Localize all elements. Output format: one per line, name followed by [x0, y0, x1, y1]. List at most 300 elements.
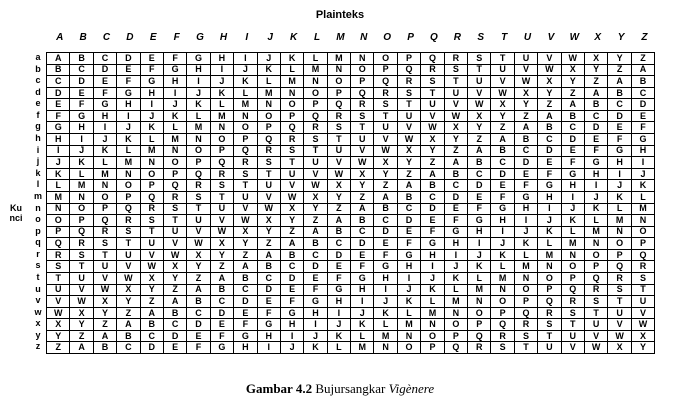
table-cell: A	[468, 146, 491, 158]
table-cell: K	[374, 308, 397, 320]
table-cell: K	[187, 99, 210, 111]
table-cell: R	[351, 99, 374, 111]
table-cell: M	[491, 273, 514, 285]
table-cell: C	[304, 250, 327, 262]
table-cell: O	[351, 65, 374, 77]
table-cell: E	[117, 65, 140, 77]
table-cell: W	[187, 238, 210, 250]
table-cell: P	[351, 76, 374, 88]
table-cell: S	[234, 169, 257, 181]
row-label: h	[35, 133, 41, 144]
table-cell: I	[374, 285, 397, 297]
table-cell: J	[608, 180, 631, 192]
row-label: s	[35, 260, 41, 271]
table-cell: P	[141, 180, 164, 192]
table-cell: G	[187, 53, 210, 65]
table-cell: G	[351, 273, 374, 285]
table-cell: L	[328, 342, 351, 354]
table-cell: X	[632, 331, 655, 343]
table-cell: J	[585, 192, 608, 204]
table-cell: Q	[328, 99, 351, 111]
table-cell: L	[211, 99, 234, 111]
table-cell: F	[515, 180, 538, 192]
table-cell: R	[585, 285, 608, 297]
table-cell: A	[281, 238, 304, 250]
table-cell: C	[47, 76, 70, 88]
table-cell: O	[94, 192, 117, 204]
table-cell: S	[374, 99, 397, 111]
table-cell: S	[187, 192, 210, 204]
row-label: n	[35, 202, 41, 213]
table-cell: B	[234, 273, 257, 285]
table-cell: Z	[70, 331, 93, 343]
table-cell: T	[562, 319, 585, 331]
table-cell: Z	[304, 215, 327, 227]
table-cell: B	[632, 76, 655, 88]
table-cell: Z	[164, 285, 187, 297]
table-cell: D	[468, 180, 491, 192]
table-cell: O	[70, 204, 93, 216]
table-cell: N	[94, 180, 117, 192]
table-cell: P	[515, 296, 538, 308]
table-cell: S	[304, 134, 327, 146]
table-cell: D	[47, 88, 70, 100]
column-header: O	[383, 32, 392, 43]
table-cell: L	[398, 308, 421, 320]
table-cell: M	[234, 99, 257, 111]
table-cell: G	[234, 331, 257, 343]
table-cell: X	[211, 238, 234, 250]
table-cell: H	[328, 296, 351, 308]
column-header: T	[501, 32, 508, 43]
table-cell: U	[328, 146, 351, 158]
table-cell: H	[562, 180, 585, 192]
table-cell: X	[538, 76, 561, 88]
caption-name: Vigènere	[388, 381, 435, 396]
table-cell: D	[304, 261, 327, 273]
table-cell: E	[374, 238, 397, 250]
table-cell: K	[398, 296, 421, 308]
table-cell: T	[585, 308, 608, 320]
table-cell: K	[515, 238, 538, 250]
table-cell: J	[445, 261, 468, 273]
table-cell: V	[70, 285, 93, 297]
table-cell: E	[538, 157, 561, 169]
table-cell: E	[141, 53, 164, 65]
table-cell: G	[468, 215, 491, 227]
table-cell: S	[164, 204, 187, 216]
table-cell: P	[94, 204, 117, 216]
table-cell: A	[211, 273, 234, 285]
table-cell: D	[258, 285, 281, 297]
table-cell: A	[117, 319, 140, 331]
table-cell: W	[304, 180, 327, 192]
table-cell: C	[445, 180, 468, 192]
table-cell: O	[398, 342, 421, 354]
table-cell: C	[468, 169, 491, 181]
row-label: k	[35, 167, 41, 178]
table-cell: M	[47, 192, 70, 204]
table-cell: I	[491, 227, 514, 239]
table-cell: L	[164, 122, 187, 134]
column-header: H	[219, 32, 228, 43]
column-header: C	[102, 32, 111, 43]
table-cell: X	[608, 342, 631, 354]
table-cell: V	[117, 261, 140, 273]
table-cell: I	[187, 76, 210, 88]
table-cell: K	[538, 227, 561, 239]
column-header: U	[523, 32, 532, 43]
table-cell: F	[421, 227, 444, 239]
table-cell: P	[398, 53, 421, 65]
table-cell: Q	[491, 319, 514, 331]
table-cell: T	[164, 215, 187, 227]
table-cell: Q	[281, 122, 304, 134]
table-cell: U	[281, 169, 304, 181]
table-cell: U	[398, 111, 421, 123]
table-cell: M	[70, 180, 93, 192]
table-cell: T	[211, 192, 234, 204]
table-cell: W	[445, 111, 468, 123]
table-cell: F	[445, 215, 468, 227]
table-cell: E	[47, 99, 70, 111]
table-cell: L	[421, 296, 444, 308]
table-cell: C	[70, 65, 93, 77]
table-cell: Q	[211, 157, 234, 169]
table-cell: Y	[468, 122, 491, 134]
table-cell: M	[187, 122, 210, 134]
column-header: F	[173, 32, 180, 43]
table-cell: U	[538, 342, 561, 354]
table-cell: I	[117, 111, 140, 123]
table-cell: Q	[141, 192, 164, 204]
table-cell: E	[491, 180, 514, 192]
key-label	[5, 203, 27, 223]
table-cell: A	[164, 296, 187, 308]
table-cell: G	[70, 111, 93, 123]
table-cell: S	[445, 65, 468, 77]
table-cell: V	[258, 192, 281, 204]
table-cell: M	[585, 227, 608, 239]
table-cell: T	[632, 285, 655, 297]
table-cell: P	[491, 308, 514, 320]
table-cell: J	[351, 308, 374, 320]
table-cell: K	[70, 157, 93, 169]
table-cell: U	[211, 204, 234, 216]
table-cell: L	[374, 319, 397, 331]
table-cell: R	[515, 319, 538, 331]
table-cell: W	[211, 227, 234, 239]
table-cell: S	[141, 215, 164, 227]
table-cell: H	[304, 308, 327, 320]
table-cell: U	[117, 250, 140, 262]
table-cell: N	[562, 250, 585, 262]
table-cell: V	[94, 273, 117, 285]
table-cell: D	[608, 111, 631, 123]
table-cell: E	[211, 319, 234, 331]
table-cell: Q	[538, 296, 561, 308]
vigenere-table	[46, 52, 655, 354]
table-cell: Y	[351, 180, 374, 192]
table-cell: Z	[374, 180, 397, 192]
table-cell: D	[141, 342, 164, 354]
table-cell: X	[328, 180, 351, 192]
table-cell: O	[562, 261, 585, 273]
table-cell: Q	[117, 204, 140, 216]
table-cell: O	[374, 53, 397, 65]
table-cell: T	[281, 157, 304, 169]
table-cell: J	[538, 215, 561, 227]
table-cell: M	[94, 169, 117, 181]
table-cell: B	[164, 308, 187, 320]
table-cell: N	[164, 146, 187, 158]
table-cell: R	[70, 238, 93, 250]
table-cell: Y	[47, 331, 70, 343]
table-cell: L	[304, 53, 327, 65]
table-cell: D	[351, 238, 374, 250]
table-cell: Y	[562, 76, 585, 88]
column-header: N	[360, 32, 368, 43]
table-cell: D	[374, 227, 397, 239]
table-cell: D	[491, 169, 514, 181]
table-cell: J	[164, 99, 187, 111]
table-cell: Z	[47, 342, 70, 354]
column-header: J	[267, 32, 273, 43]
table-cell: H	[258, 331, 281, 343]
table-cell: W	[398, 134, 421, 146]
table-cell: Y	[117, 296, 140, 308]
table-cell: K	[47, 169, 70, 181]
table-cell: Z	[538, 99, 561, 111]
table-cell: U	[374, 122, 397, 134]
table-cell: G	[491, 204, 514, 216]
table-cell: P	[234, 134, 257, 146]
table-cell: U	[351, 134, 374, 146]
table-cell: I	[398, 273, 421, 285]
table-cell: S	[491, 342, 514, 354]
table-cell: B	[141, 319, 164, 331]
table-cell: D	[164, 331, 187, 343]
table-cell: G	[328, 285, 351, 297]
table-cell: X	[187, 250, 210, 262]
table-cell: I	[234, 53, 257, 65]
table-cell: P	[281, 111, 304, 123]
table-cell: C	[211, 296, 234, 308]
table-cell: Y	[211, 250, 234, 262]
table-cell: E	[398, 227, 421, 239]
table-cell: A	[445, 157, 468, 169]
row-label: r	[36, 248, 40, 259]
table-cell: B	[187, 296, 210, 308]
table-cell: S	[211, 180, 234, 192]
table-cell: Q	[351, 88, 374, 100]
table-cell: G	[374, 261, 397, 273]
table-cell: G	[211, 342, 234, 354]
table-cell: E	[632, 111, 655, 123]
column-header: S	[477, 32, 485, 43]
table-cell: Z	[398, 169, 421, 181]
table-cell: C	[421, 192, 444, 204]
table-cell: U	[515, 53, 538, 65]
table-cell: F	[398, 238, 421, 250]
table-cell: R	[234, 157, 257, 169]
table-cell: M	[281, 76, 304, 88]
table-cell: A	[141, 308, 164, 320]
table-cell: T	[70, 261, 93, 273]
table-cell: A	[328, 215, 351, 227]
table-cell: K	[468, 261, 491, 273]
table-cell: D	[281, 273, 304, 285]
table-cell: F	[258, 308, 281, 320]
table-cell: D	[70, 76, 93, 88]
table-cell: V	[304, 169, 327, 181]
table-cell: B	[468, 157, 491, 169]
table-cell: R	[491, 331, 514, 343]
row-label: g	[35, 121, 41, 132]
table-cell: L	[187, 111, 210, 123]
table-cell: K	[258, 65, 281, 77]
table-cell: T	[141, 227, 164, 239]
caption-text: Bujursangkar	[315, 381, 386, 396]
table-cell: R	[281, 134, 304, 146]
table-cell: D	[398, 215, 421, 227]
table-cell: E	[351, 250, 374, 262]
table-cell: S	[258, 157, 281, 169]
table-cell: O	[187, 146, 210, 158]
table-cell: D	[211, 308, 234, 320]
table-cell: M	[351, 342, 374, 354]
table-cell: Z	[515, 111, 538, 123]
row-label: m	[33, 190, 42, 201]
table-cell: I	[164, 88, 187, 100]
table-cell: C	[491, 157, 514, 169]
row-label-column	[32, 52, 44, 353]
table-cell: J	[491, 238, 514, 250]
table-cell: B	[398, 192, 421, 204]
table-cell: I	[94, 122, 117, 134]
table-cell: R	[164, 192, 187, 204]
table-cell: Q	[258, 134, 281, 146]
table-cell: U	[421, 99, 444, 111]
table-cell: X	[281, 204, 304, 216]
table-cell: Z	[141, 296, 164, 308]
table-cell: B	[258, 261, 281, 273]
column-header: K	[289, 32, 298, 43]
table-cell: R	[445, 53, 468, 65]
table-cell: B	[585, 99, 608, 111]
table-cell: V	[491, 76, 514, 88]
table-cell: N	[47, 204, 70, 216]
table-cell: X	[491, 99, 514, 111]
table-cell: J	[281, 342, 304, 354]
table-cell: C	[585, 111, 608, 123]
table-cell: Z	[632, 53, 655, 65]
table-cell: N	[421, 319, 444, 331]
table-cell: T	[421, 88, 444, 100]
table-cell: Y	[374, 169, 397, 181]
table-cell: N	[70, 192, 93, 204]
row-label: o	[35, 214, 41, 225]
table-cell: L	[515, 250, 538, 262]
table-cell: W	[258, 204, 281, 216]
table-cell: D	[187, 319, 210, 331]
table-cell: J	[328, 319, 351, 331]
table-cell: I	[562, 192, 585, 204]
table-cell: W	[328, 169, 351, 181]
table-cell: G	[47, 122, 70, 134]
table-cell: X	[141, 273, 164, 285]
table-cell: B	[117, 331, 140, 343]
table-cell: S	[70, 250, 93, 262]
table-cell: F	[491, 192, 514, 204]
table-cell: B	[608, 88, 631, 100]
table-cell: A	[70, 342, 93, 354]
table-cell: R	[538, 308, 561, 320]
table-cell: Q	[70, 227, 93, 239]
table-cell: K	[281, 53, 304, 65]
table-cell: A	[608, 76, 631, 88]
table-cell: W	[164, 250, 187, 262]
table-cell: H	[70, 122, 93, 134]
table-cell: J	[70, 146, 93, 158]
table-cell: T	[94, 250, 117, 262]
table-cell: U	[562, 331, 585, 343]
table-cell: G	[632, 134, 655, 146]
table-cell: Y	[491, 111, 514, 123]
table-cell: H	[281, 319, 304, 331]
table-cell: K	[608, 192, 631, 204]
table-cell: N	[374, 342, 397, 354]
table-cell: A	[585, 88, 608, 100]
table-cell: R	[141, 204, 164, 216]
table-cell: Y	[258, 227, 281, 239]
table-cell: G	[117, 88, 140, 100]
table-cell: S	[351, 111, 374, 123]
row-label: f	[36, 109, 40, 120]
table-cell: T	[374, 111, 397, 123]
table-cell: Z	[281, 227, 304, 239]
table-cell: F	[468, 204, 491, 216]
table-cell: U	[608, 308, 631, 320]
table-cell: B	[491, 146, 514, 158]
table-cell: T	[328, 134, 351, 146]
table-cell: I	[351, 296, 374, 308]
table-cell: K	[351, 319, 374, 331]
table-cell: Z	[211, 261, 234, 273]
table-cell: V	[468, 88, 491, 100]
table-cell: N	[141, 157, 164, 169]
table-cell: L	[351, 331, 374, 343]
table-cell: O	[304, 88, 327, 100]
table-cell: Q	[632, 250, 655, 262]
column-header: Q	[430, 32, 438, 43]
table-cell: D	[585, 122, 608, 134]
table-cell: X	[234, 227, 257, 239]
table-cell: A	[562, 99, 585, 111]
table-cell: V	[374, 134, 397, 146]
table-cell: X	[421, 134, 444, 146]
table-cell: S	[515, 331, 538, 343]
column-header: Y	[617, 32, 625, 43]
table-cell: K	[421, 285, 444, 297]
table-cell: B	[328, 227, 351, 239]
table-cell: W	[141, 261, 164, 273]
table-cell: Q	[164, 180, 187, 192]
table-cell: B	[211, 285, 234, 297]
table-cell: L	[47, 180, 70, 192]
table-cell: Q	[187, 169, 210, 181]
table-cell: L	[562, 227, 585, 239]
